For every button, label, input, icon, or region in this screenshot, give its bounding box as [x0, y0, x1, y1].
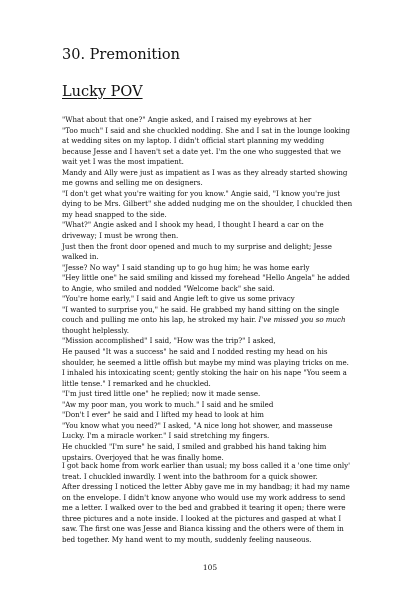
text-line: "Mission accomplished" I said, "How was the trip?" I asked,: [62, 336, 276, 346]
text-line: treat. I chuckled inwardly. I went into the bathroom for a quick shower.: [62, 471, 318, 481]
text-line: "I wanted to surprise you," he said. He grabbed my hand sitting on the single: [62, 304, 340, 314]
text-line: I inhaled his intoxicating scent; gently stoking the hair on his nape "You seem a: [62, 368, 347, 378]
text-line: "I don't get what you're waiting for you know." Angie said, "I know you're just: [62, 188, 341, 198]
italic-thought: I've missed you so much: [258, 315, 346, 325]
text-line: walked in.: [62, 252, 99, 262]
text-line: three pictures and a note inside. I looked at the pictures and gasped at what I: [62, 513, 342, 523]
text-line: I got back home from work earlier than usual; my boss called it a 'one time only': [62, 461, 351, 470]
text-line: wait yet I was the most impatient.: [62, 157, 184, 167]
pov-heading: Lucky POV: [62, 84, 143, 100]
text-line: bed together. My hand went to my mouth, suddenly feeling nauseous.: [62, 534, 312, 544]
text-line: my head snapped to the side.: [62, 209, 167, 219]
text-line: "Aw my poor man, you work to much." I said and he smiled: [62, 399, 274, 409]
text-line: He chuckled "I'm sure" he said, I smiled and grabbed his hand taking him: [62, 441, 327, 451]
text-line: Just then the front door opened and much to my surprise and delight; Jesse: [62, 241, 332, 251]
text-line: little tense." I remarked and he chuckled.: [62, 378, 211, 388]
text-line: on the envelope. I didn't know anyone who would use my work address to send: [62, 492, 346, 502]
story-text-block-2: [62, 461, 372, 545]
text-line: He paused "It was a success" he said and I nodded resting my head on his: [62, 347, 328, 357]
story-text-block-1: [62, 115, 372, 463]
text-line: shoulder, he seemed a little offish but maybe my mind was playing tricks on me.: [62, 357, 349, 367]
text-segment: couch and pulling me onto his lap, he stroked my hair.: [62, 315, 259, 325]
text-line: saw. The first one was Jesse and Bianca kissing and the others were of them in: [62, 524, 344, 534]
text-line: thought helplessly.: [62, 325, 129, 335]
text-line: "I'm just tired little one" he replied; now it made sense.: [62, 389, 261, 399]
text-line: "What?" Angie asked and I shook my head, I thought I heard a car on the: [62, 220, 324, 230]
text-line: "Don't I ever" he said and I lifted my head to look at him: [62, 410, 264, 420]
text-line: driveway; I must be wrong then.: [62, 231, 179, 241]
text-line: "Hey little one" he said smiling and kissed my forehead "Hello Angela" he added: [62, 273, 350, 283]
text-line: to Angie, who smiled and nodded "Welcome back" she said.: [62, 283, 275, 293]
text-line: because Jesse and I haven't set a date yet. I'm the one who suggested that we: [62, 146, 341, 156]
text-line: "You're home early," I said and Angie left to give us some privacy: [62, 294, 295, 304]
text-line: dying to be Mrs. Gilbert" she added nudging me on the shoulder, I chuckled then: [62, 199, 353, 209]
text-line: upstairs. Overjoyed that he was finally home.: [62, 452, 224, 462]
text-line-with-thought: [62, 315, 372, 326]
chapter-title: 30. Premonition: [62, 47, 180, 63]
text-line: "Jesse? No way" I said standing up to go hug him; he was home early: [62, 262, 310, 272]
text-line: "You know what you need?" I asked, "A nice long hot shower, and masseuse: [62, 420, 333, 430]
text-line: After dressing I noticed the letter Abby gave me in my handbag; it had my name: [62, 482, 350, 492]
text-line: Lucky. I'm a miracle worker." I said stretching my fingers.: [62, 431, 270, 441]
text-line: Mandy and Ally were just as impatient as I was as they already started showing: [62, 167, 348, 177]
text-line: "Too much" I said and she chuckled nodding. She and I sat in the lounge looking: [62, 125, 351, 135]
page-number: 105: [202, 563, 218, 572]
text-line: at wedding sites on my laptop. I didn't official start planning my wedding: [62, 136, 325, 146]
text-line: "What about that one?" Angie asked, and I raised my eyebrows at her: [62, 115, 312, 124]
text-line: me a letter. I walked over to the bed and grabbed it tearing it open; there were: [62, 503, 346, 513]
text-line: me gowns and selling me on designers.: [62, 178, 203, 188]
